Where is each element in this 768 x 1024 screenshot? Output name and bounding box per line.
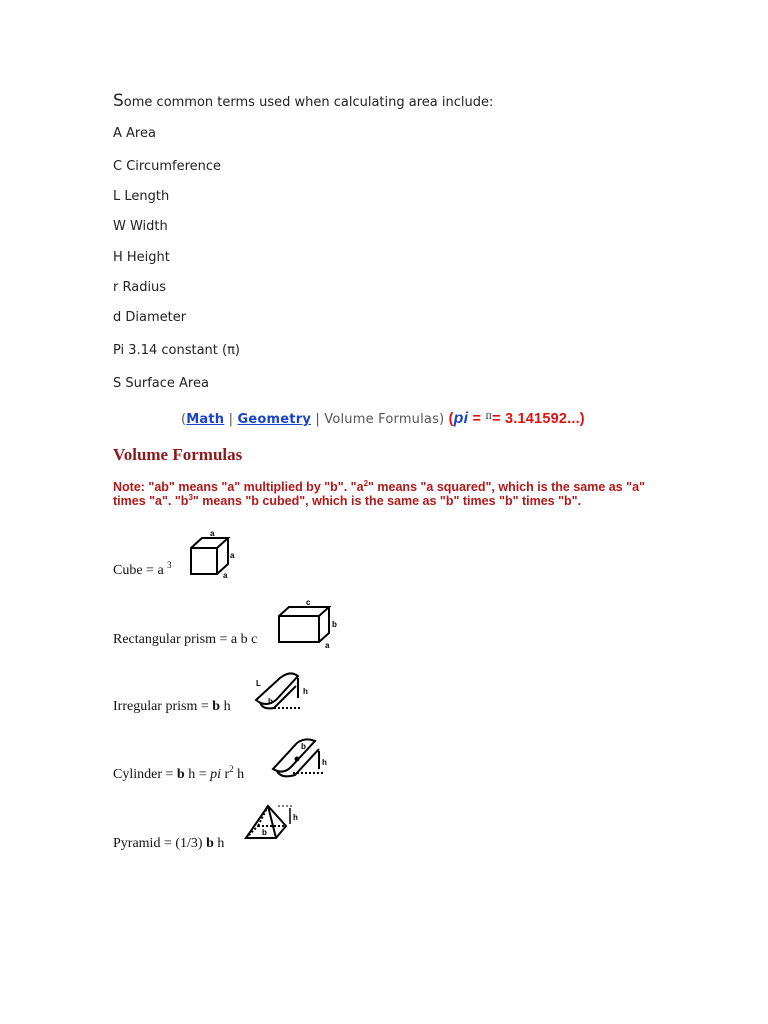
cube-label-top: a xyxy=(210,529,215,538)
term-width: W Width xyxy=(113,219,168,234)
irregular-prism-figure-icon xyxy=(250,666,314,718)
term-diameter: d Diameter xyxy=(113,310,187,325)
cube-label-bottom: a xyxy=(223,571,228,580)
cylinder-formula: Cylinder = b h = pi $r^2$ h xyxy=(113,764,245,782)
cylinder-label-height: h xyxy=(322,758,327,767)
term-surface-area: S Surface Area xyxy=(113,376,209,391)
cube-figure-icon xyxy=(186,528,238,584)
current-page-label: Volume Formulas) xyxy=(324,412,445,427)
term-area: A Area xyxy=(113,126,156,141)
irregular-prism-label-height: h xyxy=(303,687,308,696)
geometry-link[interactable]: Geometry xyxy=(237,412,311,427)
rect-prism-label-bottom: a xyxy=(325,641,330,649)
cylinder-label-base: b xyxy=(301,742,306,751)
rectangular-prism-formula: Rectangular prism = a b c xyxy=(113,632,258,647)
cylinder-figure-icon xyxy=(267,733,331,785)
math-link[interactable]: Math xyxy=(186,412,225,427)
term-circumference: C Circumference xyxy=(113,159,222,174)
intro-sentence: Some common terms used when calculating area include: xyxy=(113,91,494,111)
irregular-prism-formula: Irregular prism = b h xyxy=(113,699,231,714)
pyramid-formula: Pyramid = (1/3) b h xyxy=(113,836,225,851)
pyramid-label-height: h xyxy=(293,813,298,822)
term-radius: r Radius xyxy=(113,280,167,295)
pyramid-figure-icon xyxy=(242,802,306,848)
note-text: Note: "ab" means "a" multiplied by "b". "$a^2$" means "a squared", which is the same as "a" times "a". "$b^3$" means "b cubed", which is the same as "b" times "b" times "b". xyxy=(113,479,645,508)
pyramid-label-base: b xyxy=(262,828,267,837)
rectangular-prism-figure-icon xyxy=(275,597,341,653)
section-heading: Volume Formulas xyxy=(113,445,243,464)
pi-value: (pi = $^\pi$= 3.141592...) xyxy=(444,410,585,427)
cube-label-side: a xyxy=(230,551,235,560)
cube-formula: Cube = a $^3$ xyxy=(113,560,172,578)
rect-prism-label-top: c xyxy=(306,598,311,607)
irregular-prism-label-length: L xyxy=(256,679,261,688)
terms-section xyxy=(113,91,713,391)
term-length: L Length xyxy=(113,189,170,204)
rect-prism-label-side: b xyxy=(332,620,337,629)
term-height: H Height xyxy=(113,250,170,265)
breadcrumb: (Math | Geometry | Volume Formulas) (pi = $^\pi$= 3.141592...) xyxy=(181,410,585,427)
irregular-prism-label-base: b xyxy=(268,697,273,706)
term-pi: Pi 3.14 constant (π) xyxy=(113,343,240,358)
